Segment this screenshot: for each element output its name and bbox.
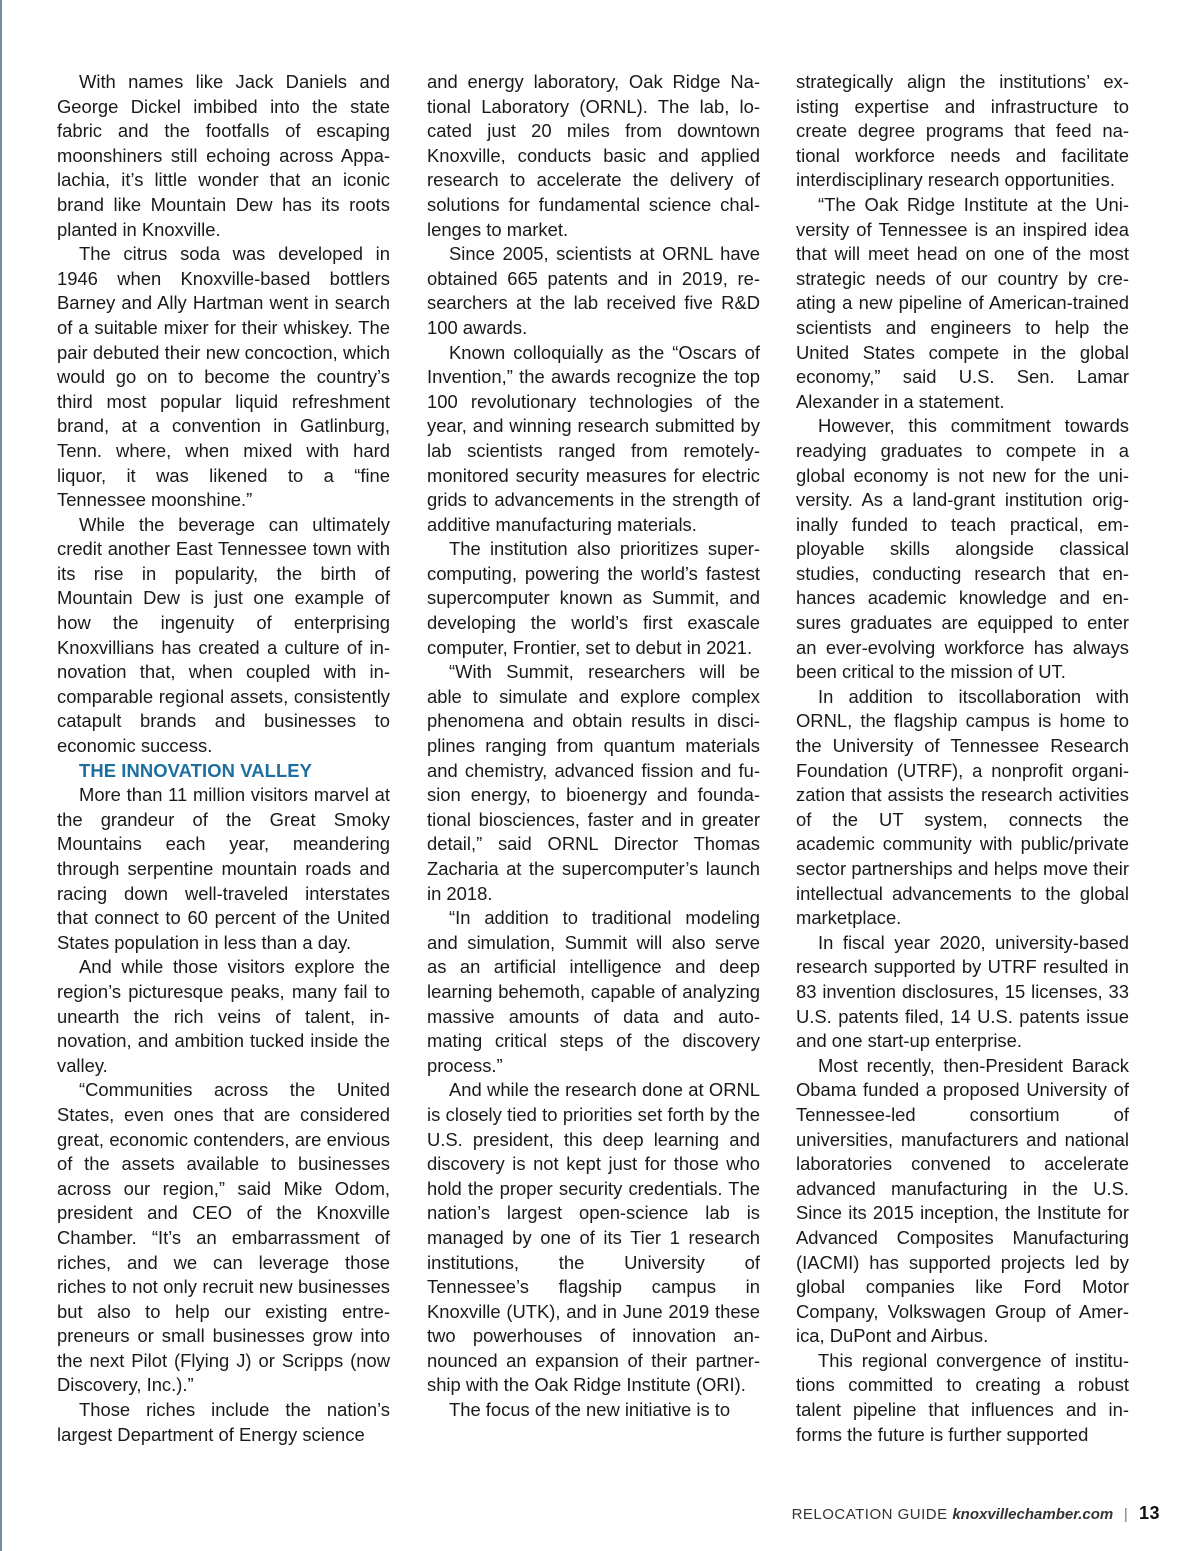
article-column-2 [427, 70, 760, 1423]
section-heading: THE INNOVATION VALLEY [79, 759, 313, 781]
paragraph: More than 11 million visitors marvel at the grandeur of the Great Smoky Mountains each year, meandering through serpentine mountain roads and racing down well-traveled interstates that connect to 60 percent of the United States population in less than a day. [57, 784, 390, 953]
paragraph: And while those visitors explore the region’s picturesque peaks, many fail to unearth the rich veins of talent, innovation, and ambition tucked inside the valley. [57, 956, 390, 1076]
paragraph: While the beverage can ultimately credit another East Tennessee town with its rise in popularity, the birth of Mountain Dew is just one example of how the ingenuity of enterprising Knoxvillians has created a culture of innovation that, when coupled with incomparable regional assets, consistently catapult brands and businesses to economic success. [57, 513, 390, 757]
paragraph: Most recently, then-President Barack Obama funded a proposed University of Tennessee-led consortium of universities, manufacturers and national laboratories convened to accelerate advanced manufacturing in the U.S. Since its 2015 inception, the Institute for Advanced Composites Manufacturing (IACMI) has supported projects led by global companies like Ford Motor Company, Volkswagen Group of America, DuPont and Airbus. [796, 1054, 1129, 1347]
paragraph: Those riches include the nation’s largest Department of Energy science [57, 1399, 390, 1445]
paragraph-continued: and energy laboratory, Oak Ridge National Laboratory (ORNL). The lab, located just 20 miles from downtown Knoxville, conducts basic and applied research to accelerate the delivery of solutions for fundamental science challenges to market. [427, 71, 760, 240]
paragraph: “With Summit, researchers will be able to simulate and explore complex phenomena and obtain results in disciplines ranging from quantum materials and chemistry, advanced fission and fusion energy, to bioenergy and foundational biosciences, faster and in greater detail,” said ORNL Director Thomas Zacharia at the supercomputer’s launch in 2018. [427, 661, 760, 904]
paragraph: Known colloquially as the “Oscars of Invention,” the awards recognize the top 100 revolutionary technologies of the year, and winning research submitted by lab scientists ranged from remotely-monitored security measures for electric grids to advancements in the strength of additive manufacturing materials. [427, 341, 760, 535]
footer-separator: | [1123, 1506, 1129, 1523]
footer-guide-label: RELOCATION GUIDE [791, 1506, 948, 1523]
paragraph: The focus of the new initiative is to [449, 1399, 731, 1421]
paragraph: “In addition to traditional modeling and simulation, Summit will also serve as an artificial intelligence and deep learning behemoth, capable of analyzing massive amounts of data and automating critical steps of the discovery process.” [427, 907, 760, 1076]
paragraph: Since 2005, scientists at ORNL have obtained 665 patents and in 2019, researchers at the lab received five R&D 100 awards. [427, 243, 760, 338]
page-footer [792, 1503, 1160, 1524]
footer-website-link[interactable]: knoxvillechamber.com [952, 1506, 1114, 1523]
page-edge-rule [0, 0, 2, 1551]
article-column-1 [57, 70, 390, 1447]
paragraph: In addition to itscollaboration with ORNL, the flagship campus is home to the University of Tennessee Research Foundation (UTRF), a nonprofit organization that assists the research activities of the UT system, connects the academic community with public/private sector partnerships and helps move their intellectual advancements to the global marketplace. [796, 685, 1129, 929]
paragraph: This regional convergence of institutions committed to creating a robust talent pipeline that influences and informs the future is further supported [796, 1349, 1129, 1445]
paragraph: In fiscal year 2020, university-based research supported by UTRF resulted in 83 invention disclosures, 15 licenses, 33 U.S. patents filed, 14 U.S. patents issue and one start-up enterprise. [796, 931, 1129, 1052]
paragraph-continued: strategically align the institutions’ existing expertise and infrastructure to create degree programs that feed national workforce needs and facilitate interdisciplinary research opportunities. [796, 71, 1129, 191]
paragraph: The institution also prioritizes supercomputing, powering the world’s fastest supercomputer known as Summit, and developing the world’s first exascale computer, Frontier, set to debut in 2021. [427, 538, 760, 658]
paragraph: “The Oak Ridge Institute at the University of Tennessee is an inspired idea that will meet head on one of the most strategic needs of our country by creating a new pipeline of American-trained scientists and engineers to help the United States compete in the global economy,” said U.S. Sen. Lamar Alexander in a statement. [796, 193, 1129, 412]
paragraph: With names like Jack Daniels and George Dickel imbibed into the state fabric and the footfalls of escaping moonshiners still echoing across Appalachia, it’s little wonder that an iconic brand like Mountain Dew has its roots planted in Knoxville. [57, 71, 390, 240]
paragraph: The citrus soda was developed in 1946 when Knoxville-based bottlers Barney and Ally Hartman went in search of a suitable mixer for their whiskey. The pair debuted their new concoction, which would go on to become the country’s third most popular liquid refreshment brand, at a convention in Gatlinburg, Tenn. where, when mixed with hard liquor, it was likened to a “fine Tennessee moonshine.” [57, 243, 390, 511]
page-number: 13 [1138, 1503, 1160, 1523]
paragraph: “Communities across the United States, even ones that are considered great, economic contenders, are envious of the assets available to businesses across our region,” said Mike Odom, president and CEO of the Knoxville Chamber. “It’s an embarrassment of riches, and we can leverage those riches to not only recruit new businesses but also to help our existing entrepreneurs or small businesses grow into the next Pilot (Flying J) or Scripps (now Discovery, Inc.).” [57, 1079, 390, 1396]
paragraph: And while the research done at ORNL is closely tied to priorities set forth by the U.S. president, this deep learning and discovery is not kept just for those who hold the proper security credentials. The nation’s largest open-science lab is managed by one of its Tier 1 research institutions, the University of Tennessee’s flagship campus in Knoxville (UTK), and in June 2019 these two powerhouses of innovation announced an expansion of their partnership with the Oak Ridge Institute (ORI). [427, 1079, 760, 1396]
article-column-3 [796, 70, 1129, 1447]
paragraph: However, this commitment towards readying graduates to compete in a global economy is not new for the university. As a land-grant institution originally funded to teach practical, employable skills alongside classical studies, conducting research that enhances academic knowledge and ensures graduates are equipped to enter an ever-evolving workforce has always been critical to the mission of UT. [796, 415, 1129, 683]
